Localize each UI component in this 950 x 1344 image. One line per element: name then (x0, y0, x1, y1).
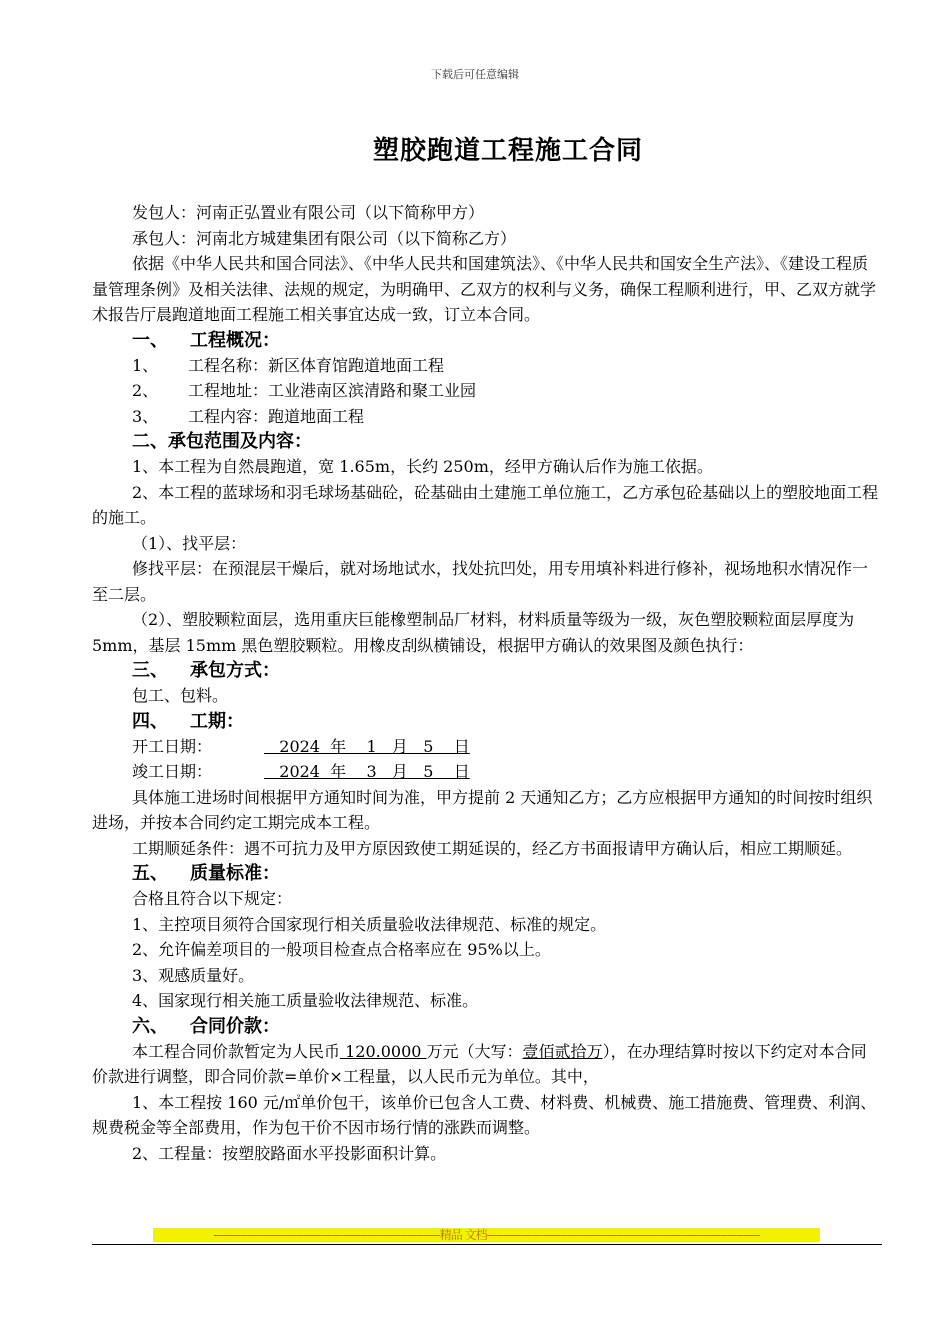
start-date-label: 开工日期： (132, 736, 213, 756)
employer-line: 发包人：河南正弘置业有限公司（以下简称甲方） (132, 203, 485, 222)
section-5-number: 五、 (132, 863, 168, 884)
section-1-title: 工程概况： (190, 329, 280, 351)
contract-mode: 包工、包料。 (132, 686, 229, 705)
scope-paragraph: 修找平层：在预混层干燥后，就对场地试水，找处抗凹处，用专用填补料进行修补，视场地积水情况作一至二层。 (92, 559, 869, 604)
scope-paragraph: （2）、塑胶颗粒面层，选用重庆巨能橡塑制品厂材料，材料质量等级为一级，灰色塑胶颗粒面层厚度为 5mm，基层 15mm 黑色塑胶颗粒。用橡皮刮纵横铺设，根据甲方确认的效果图及颜色执行： (92, 610, 855, 655)
price-paragraph (92, 1039, 882, 1090)
section-6-title: 合同价款： (190, 1015, 280, 1037)
schedule-paragraph: 具体施工进场时间根据甲方通知时间为准，甲方提前 2 天通知乙方；乙方应根据甲方通知的时间按时组织进场，并按本合同约定工期完成本工程。 (92, 787, 873, 832)
extension-paragraph: 工期顺延条件：遇不可抗力及甲方原因致使工期延误的，经乙方书面报请甲方确认后，相应工期顺延。 (132, 838, 853, 858)
start-date-row (92, 734, 882, 760)
price-amount: 120.0000 (340, 1041, 427, 1061)
end-date-row (92, 759, 882, 785)
unit-price-paragraph: 1、本工程按 160 元/㎡单价包干，该单价已包含人工费、材料费、机械费、施工措施费、管理费、利润、规费税金等全部费用，作为包干价不因市场行情的涨跌而调整。 (92, 1092, 877, 1137)
end-date-value: 2024 年 3 月 5 日 (264, 762, 470, 781)
section-5-heading (92, 861, 882, 886)
price-text: ），在办理结算时按以下约定对本合同价款进行调整，即合同价款=单价×工程量，以人民币元为单位。其中， (92, 1041, 867, 1086)
section-1-number: 一、 (132, 329, 168, 351)
item-number: 3、 (132, 406, 159, 426)
section-3-heading (92, 658, 882, 683)
section-4-heading (92, 709, 882, 734)
project-content: 工程内容：跑道地面工程 (188, 406, 365, 426)
section-6-heading (92, 1014, 882, 1039)
section-2-heading: 二、承包范围及内容： (132, 431, 312, 452)
project-address: 工程地址：工业港南区滨清路和聚工业园 (188, 381, 477, 400)
item-number: 2、 (132, 381, 159, 400)
contract-body (92, 200, 882, 1166)
section-6-number: 六、 (132, 1015, 168, 1037)
contractor-line: 承包人：河南北方城建集团有限公司（以下简称乙方） (132, 228, 517, 248)
footer-divider (92, 1244, 882, 1245)
section-3-number: 三、 (132, 660, 168, 681)
project-item (92, 404, 882, 430)
quality-item: 4、国家现行相关施工质量验收法律规范、标准。 (132, 991, 479, 1010)
project-name: 工程名称：新区体育馆跑道地面工程 (188, 355, 445, 375)
section-4-number: 四、 (132, 710, 168, 732)
quantity-paragraph: 2、工程量：按塑胶路面水平投影面积计算。 (132, 1143, 447, 1163)
project-item (92, 353, 882, 379)
scope-paragraph: 2、本工程的蓝球场和羽毛球场基础砼，砼基础由土建施工单位施工，乙方承包砼基础以上的塑胶地面工程的施工。 (92, 482, 879, 527)
price-amount-capital: 壹佰贰拾万 (522, 1041, 603, 1061)
section-1-heading (92, 328, 882, 353)
section-4-title: 工期： (190, 710, 244, 732)
section-3-title: 承包方式： (190, 660, 280, 681)
basis-paragraph: 依据《中华人民共和国合同法》、《中华人民共和国建筑法》、《中华人民共和国安全生产法》、《建设工程质量管理条例》及相关法律、法规的规定，为明确甲、乙双方的权利与义务，确保工程顺利进行，甲、乙双方就学术报告厅晨跑道地面工程施工相关事宜达成一致，订立本合同。 (92, 254, 877, 324)
header-note: 下载后可任意编辑 (431, 68, 519, 81)
item-number: 1、 (132, 355, 159, 375)
start-date-value: 2024 年 1 月 5 日 (264, 736, 470, 756)
section-5-title: 质量标准： (190, 863, 280, 884)
quality-item: 2、允许偏差项目的一般项目检查点合格率应在 95%以上。 (132, 940, 551, 959)
scope-paragraph: （1）、找平层： (132, 533, 247, 553)
end-date-label: 竣工日期： (132, 762, 213, 781)
price-text: 万元（大写： (426, 1041, 523, 1061)
footer-label: --------------------------------------------------------------------精品 文档---------------------------------------------------------------------------------- (213, 1228, 760, 1242)
quality-item: 1、主控项目须符合国家现行相关质量验收法律规范、标准的规定。 (132, 914, 607, 934)
scope-paragraph: 1、本工程为自然晨跑道，宽 1.65m，长约 250m，经甲方确认后作为施工依据。 (132, 457, 713, 476)
quality-item: 3、观感质量好。 (132, 965, 255, 985)
project-item (92, 378, 882, 404)
price-text: 本工程合同价款暂定为人民币 (132, 1041, 341, 1061)
contract-title: 塑胶跑道工程施工合同 (372, 136, 643, 166)
quality-intro: 合格且符合以下规定： (132, 889, 293, 908)
